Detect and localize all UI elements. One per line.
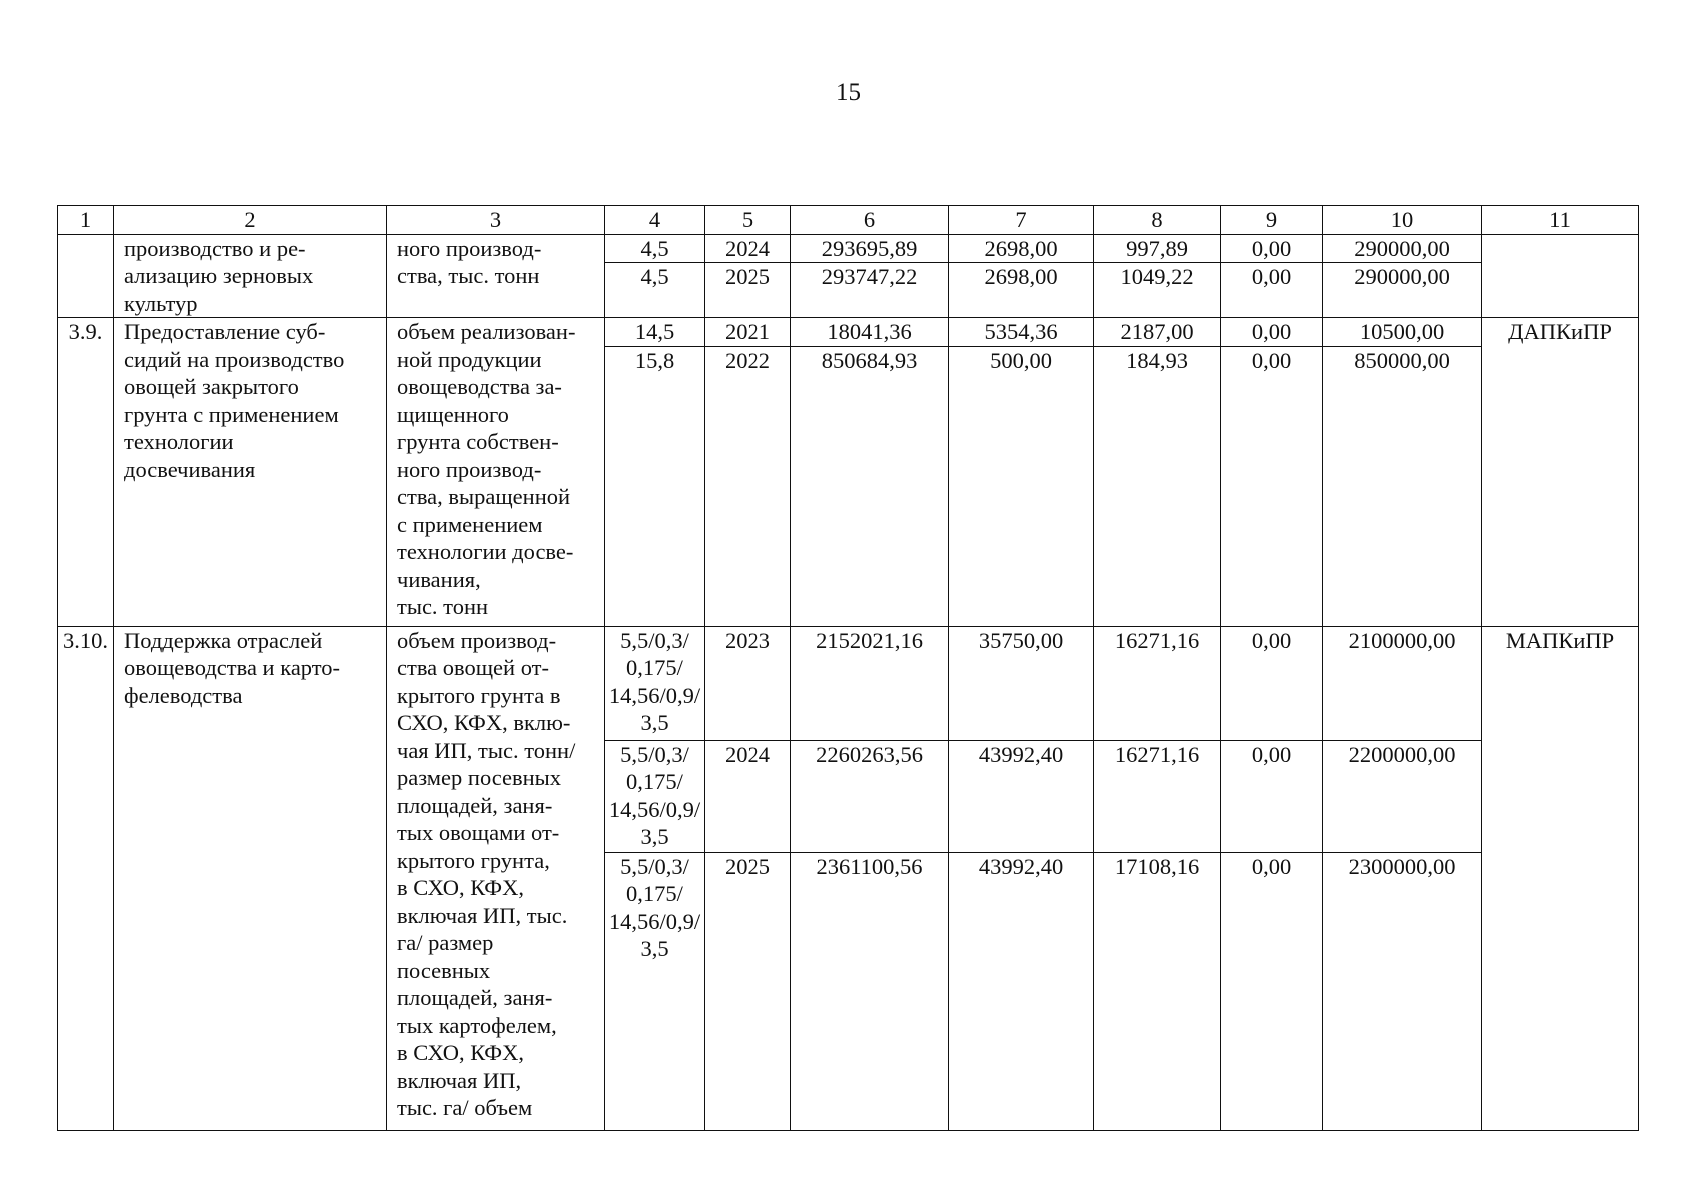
funding-col9-cell: 0,00 — [1221, 626, 1323, 740]
funding-col9-cell: 0,00 — [1221, 740, 1323, 852]
total-funding-cell: 18041,36 — [791, 318, 949, 347]
funding-col10-cell: 2100000,00 — [1323, 626, 1482, 740]
total-funding-cell: 293695,89 — [791, 234, 949, 263]
header-row — [58, 206, 1639, 235]
table-row — [58, 318, 1639, 347]
total-funding-cell: 2361100,56 — [791, 852, 949, 1130]
table-row — [58, 626, 1639, 740]
funding-col7-cell: 35750,00 — [949, 626, 1094, 740]
header-cell-8: 8 — [1094, 206, 1221, 235]
total-funding-cell: 2152021,16 — [791, 626, 949, 740]
indicator-value: 4,5 — [605, 234, 705, 263]
executor-cell — [1482, 234, 1639, 318]
funding-col7-cell: 2698,00 — [949, 234, 1094, 263]
funding-col7-cell: 500,00 — [949, 346, 1094, 626]
year-cell: 2021 — [705, 318, 791, 347]
funding-col8-cell: 184,93 — [1094, 346, 1221, 626]
funding-col8-cell: 17108,16 — [1094, 852, 1221, 1130]
indicator-cell: ного производ- ства, тыс. тонн — [387, 234, 605, 318]
program-table — [57, 205, 1639, 1131]
funding-col8-cell: 16271,16 — [1094, 740, 1221, 852]
item-number: 3.9. — [58, 318, 114, 627]
funding-col10-cell: 2300000,00 — [1323, 852, 1482, 1130]
total-funding-cell: 293747,22 — [791, 263, 949, 318]
year-cell: 2025 — [705, 852, 791, 1130]
header-cell-4: 4 — [605, 206, 705, 235]
funding-col7-cell: 43992,40 — [949, 852, 1094, 1130]
funding-col7-cell: 5354,36 — [949, 318, 1094, 347]
funding-col8-cell: 997,89 — [1094, 234, 1221, 263]
year-cell: 2024 — [705, 234, 791, 263]
header-cell-1: 1 — [58, 206, 114, 235]
funding-col10-cell: 290000,00 — [1323, 234, 1482, 263]
indicator-cell: объем производ- ства овощей от- крытого грунта в СХО, КФХ, вклю- чая ИП, тыс. тонн/ размер посевных площадей, заня- тых овощами от- крытого грунта, в СХО, КФХ, включая ИП, тыс. га/ размер посевных площадей, заня- тых картофелем, в СХО, КФХ, включая ИП, тыс. га/ объем — [387, 626, 605, 1130]
funding-col10-cell: 290000,00 — [1323, 263, 1482, 318]
executor-cell: МАПКиПР — [1482, 626, 1639, 1130]
year-cell: 2024 — [705, 740, 791, 852]
funding-col8-cell: 1049,22 — [1094, 263, 1221, 318]
page-number: 15 — [836, 79, 861, 106]
item-number: 3.10. — [58, 626, 114, 1130]
funding-col9-cell: 0,00 — [1221, 263, 1323, 318]
indicator-value: 5,5/0,3/ 0,175/ 14,56/0,9/ 3,5 — [605, 740, 705, 852]
year-cell: 2022 — [705, 346, 791, 626]
row-number-cell — [58, 234, 114, 318]
funding-col9-cell: 0,00 — [1221, 852, 1323, 1130]
year-cell: 2025 — [705, 263, 791, 318]
funding-col8-cell: 2187,00 — [1094, 318, 1221, 347]
year-cell: 2023 — [705, 626, 791, 740]
funding-col8-cell: 16271,16 — [1094, 626, 1221, 740]
header-cell-10: 10 — [1323, 206, 1482, 235]
funding-col10-cell: 850000,00 — [1323, 346, 1482, 626]
measure-name-cell: Поддержка отраслей овощеводства и карто- фелеводства — [114, 626, 387, 1130]
indicator-value: 5,5/0,3/ 0,175/ 14,56/0,9/ 3,5 — [605, 626, 705, 740]
header-cell-3: 3 — [387, 206, 605, 235]
funding-col10-cell: 10500,00 — [1323, 318, 1482, 347]
total-funding-cell: 2260263,56 — [791, 740, 949, 852]
indicator-value: 5,5/0,3/ 0,175/ 14,56/0,9/ 3,5 — [605, 852, 705, 1130]
funding-col10-cell: 2200000,00 — [1323, 740, 1482, 852]
measure-name-cell: производство и ре- ализацию зерновых культур — [114, 234, 387, 318]
measure-name-cell: Предоставление суб- сидий на производство овощей закрытого грунта с применением технологии досвечивания — [114, 318, 387, 627]
header-cell-2: 2 — [114, 206, 387, 235]
indicator-cell: объем реализован- ной продукции овощеводства за- щищенного грунта собствен- ного производ- ства, выращенной с применением технологии досве- чивания, тыс. тонн — [387, 318, 605, 627]
funding-col7-cell: 43992,40 — [949, 740, 1094, 852]
header-cell-5: 5 — [705, 206, 791, 235]
funding-col9-cell: 0,00 — [1221, 346, 1323, 626]
executor-cell: ДАПКиПР — [1482, 318, 1639, 627]
indicator-value: 15,8 — [605, 346, 705, 626]
indicator-value: 4,5 — [605, 263, 705, 318]
header-cell-7: 7 — [949, 206, 1094, 235]
funding-col9-cell: 0,00 — [1221, 234, 1323, 263]
table-row — [58, 234, 1639, 263]
header-cell-9: 9 — [1221, 206, 1323, 235]
header-cell-11: 11 — [1482, 206, 1639, 235]
indicator-value: 14,5 — [605, 318, 705, 347]
funding-col7-cell: 2698,00 — [949, 263, 1094, 318]
total-funding-cell: 850684,93 — [791, 346, 949, 626]
header-cell-6: 6 — [791, 206, 949, 235]
funding-col9-cell: 0,00 — [1221, 318, 1323, 347]
